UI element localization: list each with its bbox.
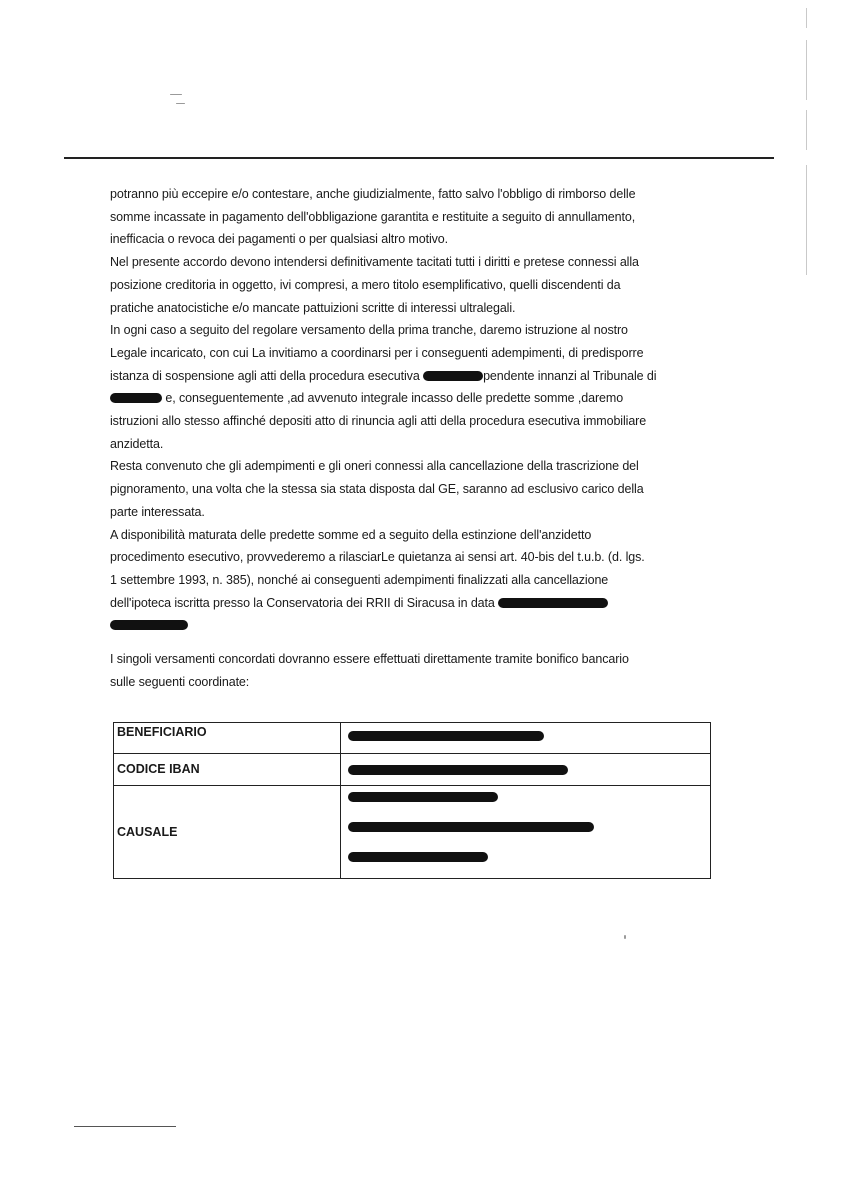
text-line: procedimento esecutivo, provvederemo a rilasciarLe quietanza ai sensi art. 40-bis del t.u.b. (d. lgs.: [110, 550, 645, 565]
text-line: posizione creditoria in oggetto, ivi compresi, a mero titolo esemplificativo, quelli discendenti da: [110, 277, 621, 292]
footer-rule: [74, 1126, 176, 1127]
paragraph-costs: [110, 455, 708, 523]
text-line: pratiche anatocistiche e/o mancate pattuizioni scritte di interessi ultralegali.: [110, 300, 516, 315]
iban-value: [341, 753, 711, 785]
causale-value: [341, 785, 711, 878]
text-line: Resta convenuto che gli adempimenti e gli oneri connessi alla cancellazione della trascrizione del: [110, 459, 639, 474]
redaction-mark: [348, 792, 498, 802]
text-line: e, conseguentemente ,ad avvenuto integrale incasso delle predette somme ,daremo: [165, 391, 624, 406]
scan-speck: [170, 94, 182, 95]
text-line: somme incassate in pagamento dell'obbligazione garantita e restituite a seguito di annullamento,: [110, 209, 636, 224]
text-line: inefficacia o revoca dei pagamenti o per qualsiasi altro motivo.: [110, 232, 449, 247]
text-line: istruzioni allo stesso affinché depositi atto di rinuncia agli atti della procedura esecutiva immobiliare: [110, 414, 647, 429]
text-line: potranno più eccepire e/o contestare, anche giudizialmente, fatto salvo l'obbligo di rimborso delle: [110, 187, 636, 201]
text-line: I singoli versamenti concordati dovranno essere effettuati direttamente tramite bonifico bancario: [110, 652, 629, 667]
scan-edge-mark: [806, 8, 807, 28]
causale-label: CAUSALE: [114, 785, 341, 878]
scan-speck: [624, 935, 626, 939]
iban-label: CODICE IBAN: [114, 753, 341, 785]
paragraph-quietanza: [110, 524, 708, 638]
beneficiario-value: [341, 723, 711, 754]
text-line: pendente innanzi al Tribunale di: [483, 368, 657, 383]
redaction-mark: [110, 620, 188, 630]
table-row-causale: [114, 785, 711, 878]
header-rule: [64, 157, 774, 159]
paragraph-release: [110, 183, 708, 251]
text-line: Legale incaricato, con cui La invitiamo a coordinarsi per i conseguenti adempimenti, di predisporre: [110, 345, 644, 360]
letter-body: [110, 183, 708, 693]
scan-edge-mark: [806, 110, 807, 150]
paragraph-waiver: [110, 251, 708, 319]
text-line: sulle seguenti coordinate:: [110, 674, 250, 689]
redaction-mark: [348, 731, 544, 741]
redaction-mark: [348, 765, 568, 775]
redaction-mark: [348, 852, 488, 862]
text-line: 1 settembre 1993, n. 385), nonché ai conseguenti adempimenti finalizzati alla cancellazione: [110, 572, 609, 587]
scan-edge-mark: [806, 165, 807, 275]
redaction-mark: [498, 598, 608, 608]
table-row-beneficiario: [114, 723, 711, 754]
text-line: istanza di sospensione agli atti della procedura esecutiva: [110, 368, 420, 383]
text-line: anzidetta.: [110, 436, 164, 451]
redaction-mark: [348, 822, 594, 832]
scan-edge-mark: [806, 40, 807, 100]
text-line: parte interessata.: [110, 504, 205, 519]
scan-speck: [176, 103, 185, 104]
redaction-mark: [423, 371, 483, 381]
text-line: Nel presente accordo devono intendersi definitivamente tacitati tutti i diritti e pretese connessi alla: [110, 255, 639, 270]
redaction-mark: [110, 393, 162, 403]
paragraph-payments: [110, 648, 708, 693]
bank-coordinates-table: [113, 722, 711, 879]
text-line: A disponibilità maturata delle predette somme ed a seguito della estinzione dell'anzidetto: [110, 527, 592, 542]
text-line: In ogni caso a seguito del regolare versamento della prima tranche, daremo istruzione al nostro: [110, 323, 628, 338]
beneficiario-label: BENEFICIARIO: [114, 723, 341, 754]
paragraph-instructions: [110, 319, 708, 455]
text-line: dell'ipoteca iscritta presso la Conservatoria dei RRII di Siracusa in data: [110, 595, 495, 610]
table-row-iban: [114, 753, 711, 785]
text-line: pignoramento, una volta che la stessa sia stata disposta dal GE, saranno ad esclusivo carico della: [110, 482, 644, 497]
